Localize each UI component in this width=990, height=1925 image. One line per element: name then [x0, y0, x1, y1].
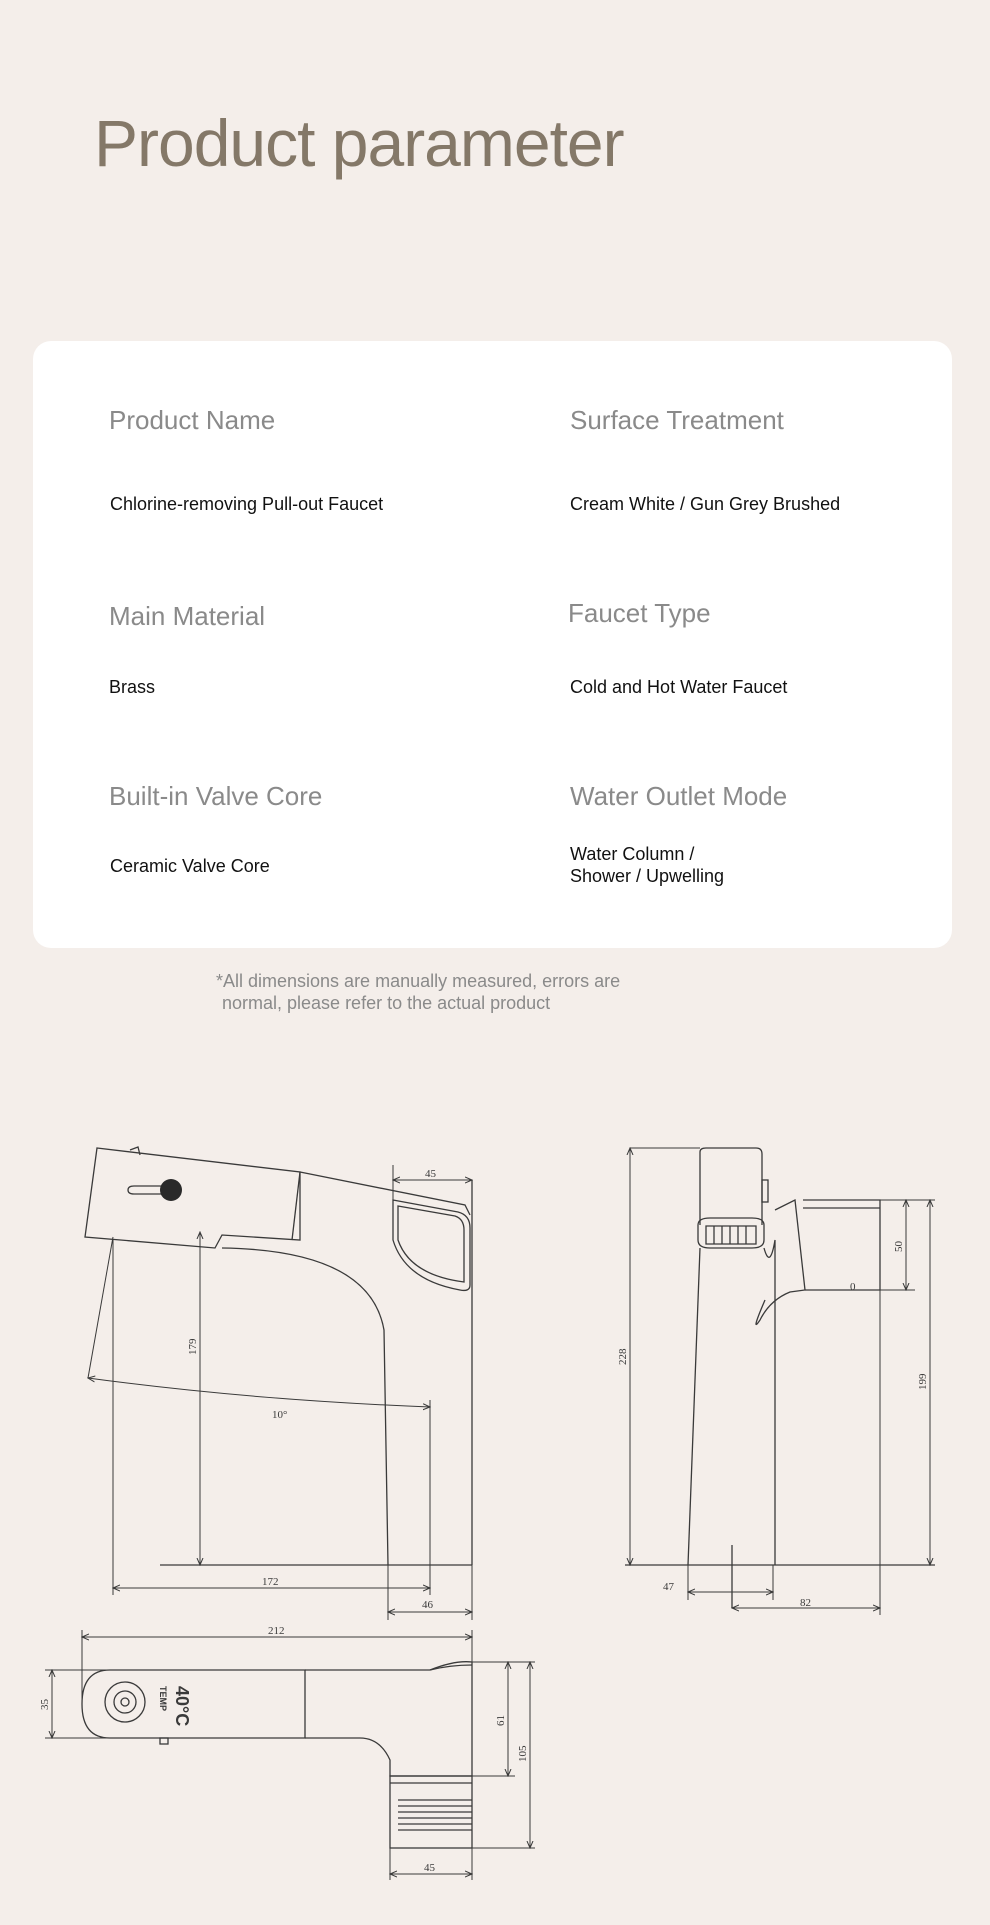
dim-angle: 10°	[272, 1409, 288, 1421]
param-value-product-name: Chlorine-removing Pull-out Faucet	[110, 494, 384, 514]
dim-top-spout-width: 61	[495, 1715, 507, 1726]
param-label-product-name: Product Name	[109, 405, 276, 435]
top-view-drawing	[39, 1625, 535, 1880]
temperature-display-icon	[105, 1682, 192, 1726]
display-temp-value: 40°C	[172, 1686, 192, 1727]
param-label-surface-treatment: Surface Treatment	[570, 405, 784, 435]
dim-front-total-height: 228	[617, 1348, 629, 1365]
dim-front-head-height: 50	[893, 1241, 905, 1252]
param-value-outlet-mode-line-2: Shower / Upwelling	[570, 866, 725, 886]
param-value-main-material: Brass	[109, 677, 156, 697]
dim-side-top-width: 45	[425, 1168, 436, 1180]
side-view-drawing	[85, 1147, 472, 1620]
param-value-surface-treatment: Cream White / Gun Grey Brushed	[570, 494, 841, 514]
aerator-icon	[698, 1218, 764, 1248]
dim-side-base: 46	[422, 1599, 433, 1611]
display-temp-label: TEMP	[158, 1686, 168, 1712]
param-label-outlet-mode: Water Outlet Mode	[570, 781, 788, 811]
param-label-main-material: Main Material	[109, 601, 266, 631]
dim-top-base-width: 45	[424, 1862, 435, 1874]
dim-front-base-offset: 47	[663, 1581, 674, 1593]
dim-side-reach: 172	[262, 1576, 279, 1588]
param-value-outlet-mode-line-1: Water Column /	[570, 844, 695, 864]
dim-front-spout-height: 199	[917, 1373, 929, 1390]
dim-front-depth: 82	[800, 1597, 811, 1609]
measurement-note-line-2: normal, please refer to the actual product	[222, 993, 551, 1013]
head-button-icon	[128, 1179, 182, 1201]
param-value-valve-core: Ceramic Valve Core	[110, 856, 270, 876]
dim-top-handle-width: 35	[39, 1699, 51, 1710]
front-view-drawing	[617, 1148, 935, 1615]
page-title: Product parameter	[94, 106, 624, 180]
param-label-faucet-type: Faucet Type	[568, 598, 711, 628]
param-label-valve-core: Built-in Valve Core	[109, 781, 323, 811]
param-value-faucet-type: Cold and Hot Water Faucet	[570, 677, 788, 697]
dim-top-total-width: 105	[517, 1745, 529, 1762]
dim-top-length: 212	[268, 1625, 285, 1637]
measurement-note-line-1: *All dimensions are manually measured, errors are	[216, 971, 621, 991]
dim-side-height: 179	[187, 1338, 199, 1355]
dim-front-zero: 0	[850, 1281, 856, 1293]
